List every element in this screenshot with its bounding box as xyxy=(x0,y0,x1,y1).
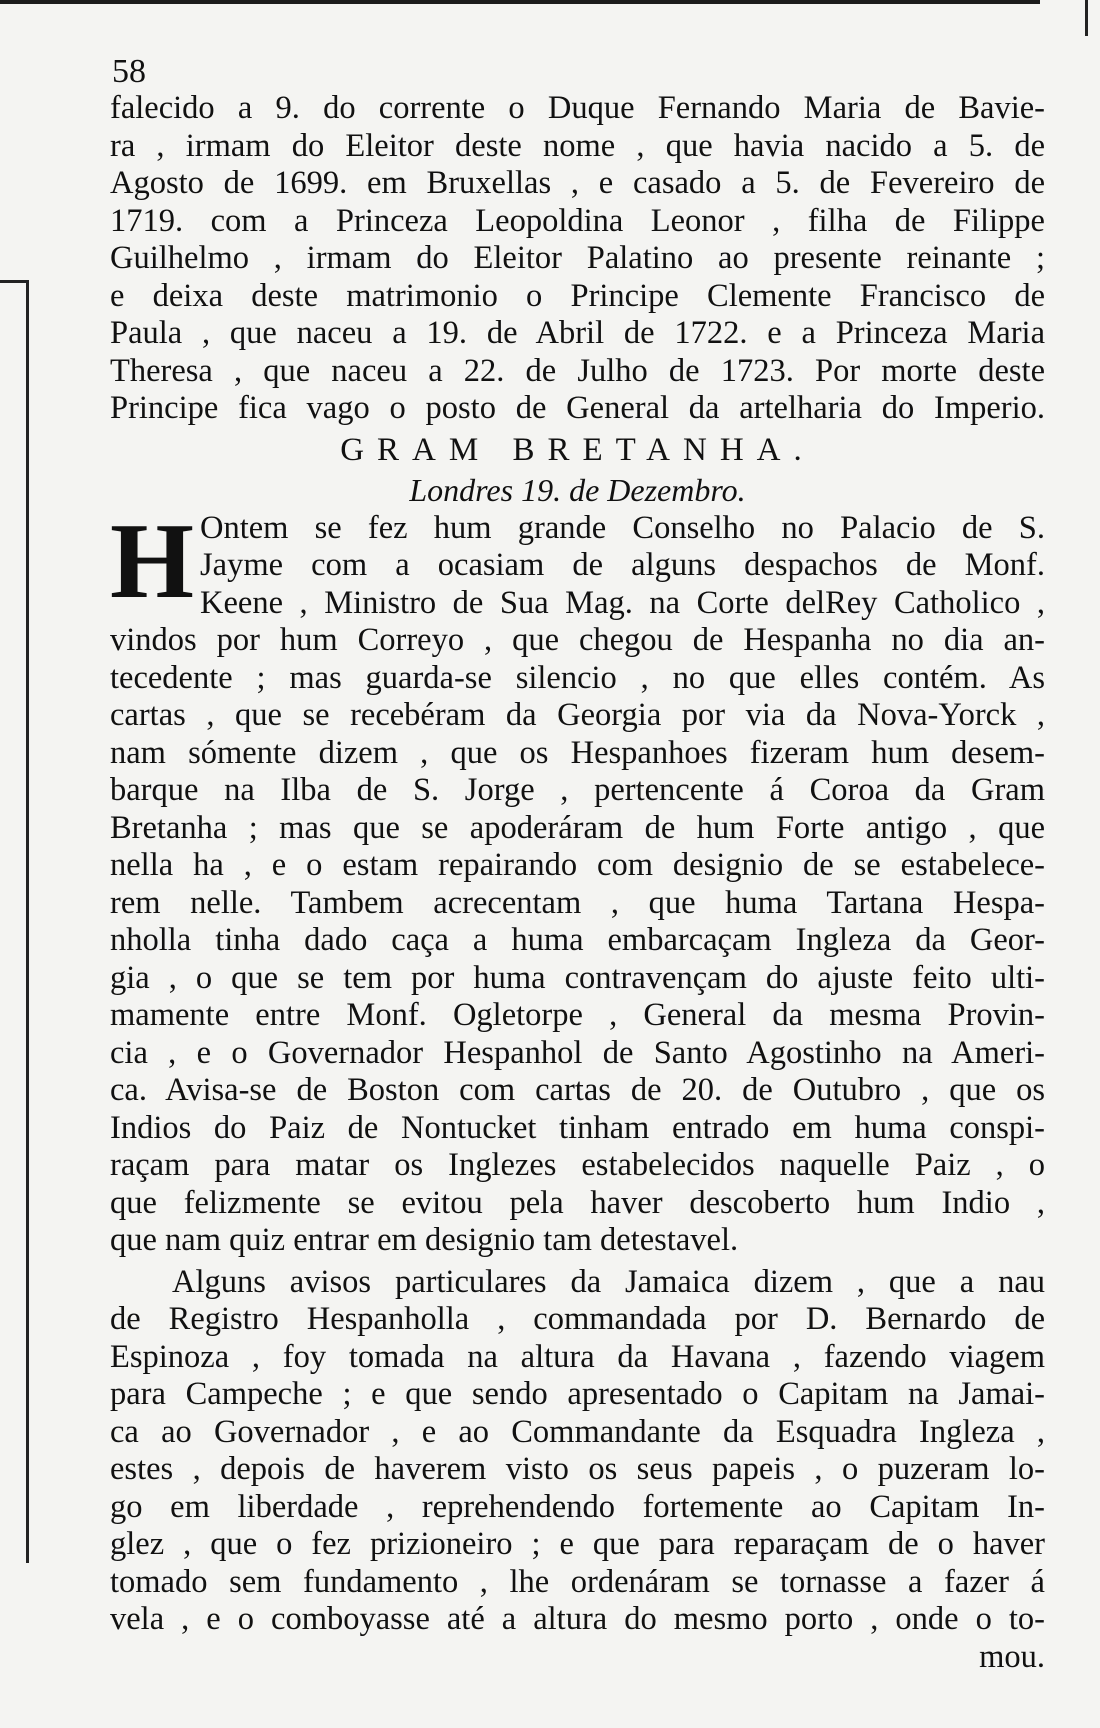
document-page xyxy=(110,52,1045,1676)
text-line: que nam quiz entrar em designio tam detestavel. xyxy=(110,1222,739,1258)
text-line: tecedente ; mas guarda-se silencio , no que elles contém. As xyxy=(110,659,1045,696)
text-line: tomado sem fundamento , lhe ordenáram se tornasse a fazer á xyxy=(110,1563,1045,1600)
page-number: 58 xyxy=(112,53,146,90)
text-line: Theresa , que naceu a 22. de Julho de 1723. Por morte deste xyxy=(110,352,1045,389)
scan-right-edge xyxy=(1085,0,1088,36)
text-line: Bretanha ; mas que se apoderáram de hum Forte antigo , que xyxy=(110,809,1045,846)
text-line: nella ha , e o estam repairando com designio de se estabelece- xyxy=(110,847,1045,883)
scan-left-margin-bracket xyxy=(0,280,29,1563)
text-line: mamente entre Monf. Ogletorpe , General da mesma Provin- xyxy=(110,997,1045,1033)
text-line: Principe fica vago o posto de General da artelharia do Imperio. xyxy=(110,390,1045,426)
text-line: Paula , que naceu a 19. de Abril de 1722. e a Princeza Maria xyxy=(110,315,1045,351)
text-line: Indios do Paiz de Nontucket tinham entrado em huma conspi- xyxy=(110,1109,1045,1146)
text-line: ra , irmam do Eleitor deste nome , que havia nacido a 5. de xyxy=(110,127,1045,164)
text-line: nam sómente dizem , que os Hespanhoes fizeram hum desem- xyxy=(110,734,1045,771)
text-line: cia , e o Governador Hespanhol de Santo Agostinho na Ameri- xyxy=(110,1034,1045,1071)
text-line: e deixa deste matrimonio o Principe Clemente Francisco de xyxy=(110,277,1045,314)
text-line: Agosto de 1699. em Bruxellas , e casado a 5. de Fevereiro de xyxy=(110,165,1045,201)
text-line: ca ao Governador , e ao Commandante da Esquadra Ingleza , xyxy=(110,1413,1045,1450)
paragraph-3 xyxy=(110,1264,1045,1677)
text-line: nholla tinha dado caça a huma embarcaçam Ingleza da Geor- xyxy=(110,922,1045,958)
text-line: de Registro Hespanholla , commandada por D. Bernardo de xyxy=(110,1301,1045,1337)
paragraph-2 xyxy=(110,622,1045,1260)
text-line: gia , o que se tem por huma contravençam do ajuste feito ulti- xyxy=(110,959,1045,996)
text-line: rem nelle. Tambem acrecentam , que huma Tartana Hespa- xyxy=(110,884,1045,921)
text-line: para Campeche ; e que sendo apresentado o Capitam na Jamai- xyxy=(110,1376,1045,1412)
text-line: Guilhelmo , irmam do Eleitor Palatino ao presente reinante ; xyxy=(110,240,1045,276)
text-line: Jayme com a ocasiam de alguns despachos de Monf. xyxy=(200,547,1045,583)
text-line: raçam para matar os Inglezes estabelecidos naquelle Paiz , o xyxy=(110,1147,1045,1183)
dateline: Londres 19. de Dezembro. xyxy=(409,471,746,508)
section-heading: GRAM BRETANHA. xyxy=(340,431,815,468)
text-line: Keene , Ministro de Sua Mag. na Corte delRey Catholico , xyxy=(200,584,1045,621)
text-line: falecido a 9. do corrente o Duque Fernando Maria de Bavie- xyxy=(110,90,1045,126)
text-line: vela , e o comboyasse até a altura do mesmo porto , onde o to- xyxy=(110,1601,1045,1637)
scan-top-edge xyxy=(0,0,1040,4)
text-line: 1719. com a Princeza Leopoldina Leonor , filha de Filippe xyxy=(110,202,1045,239)
drop-cap: H xyxy=(110,501,195,621)
text-line: Alguns avisos particulares da Jamaica dizem , que a nau xyxy=(172,1263,1045,1300)
paragraph-2-opening xyxy=(110,501,1045,623)
paragraph-1 xyxy=(110,90,1045,428)
text-line: estes , depois de haverem visto os seus papeis , o puzeram lo- xyxy=(110,1451,1045,1487)
text-line: cartas , que se recebéram da Georgia por via da Nova-Yorck , xyxy=(110,697,1045,733)
text-line: ca. Avisa-se de Boston com cartas de 20. de Outubro , que os xyxy=(110,1072,1045,1108)
text-line: glez , que o fez prizioneiro ; e que para reparaçam de o haver xyxy=(110,1526,1045,1562)
text-line: mou. xyxy=(979,1638,1045,1675)
text-line: Espinoza , foy tomada na altura da Havana , fazendo viagem xyxy=(110,1338,1045,1375)
text-line: Ontem se fez hum grande Conselho no Palacio de S. xyxy=(200,509,1045,546)
text-line: que felizmente se evitou pela haver descoberto hum Indio , xyxy=(110,1184,1045,1221)
text-line: go em liberdade , reprehendendo fortemente ao Capitam In- xyxy=(110,1488,1045,1525)
text-line: vindos por hum Correyo , que chegou de Hespanha no dia an- xyxy=(110,622,1045,658)
text-line: barque na Ilba de S. Jorge , pertencente á Coroa da Gram xyxy=(110,772,1045,808)
